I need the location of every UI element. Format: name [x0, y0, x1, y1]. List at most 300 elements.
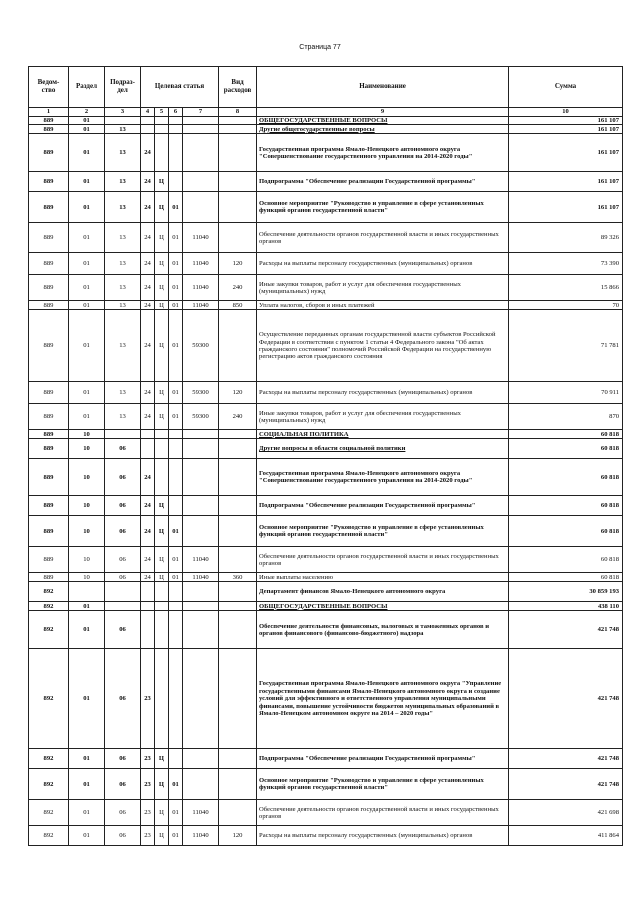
dept-code: 889	[29, 117, 69, 125]
event-code: 01	[169, 547, 183, 573]
subsection-code: 13	[105, 172, 141, 192]
subsection-code	[105, 430, 141, 439]
subsection-code	[105, 582, 141, 602]
event-code	[169, 439, 183, 459]
table-row	[29, 573, 623, 582]
direction-code	[183, 430, 219, 439]
subsection-code: 13	[105, 253, 141, 275]
item-name: Подпрограмма "Обеспечение реализации Государственной программы"	[257, 496, 509, 516]
section-code: 10	[69, 573, 105, 582]
program-code	[141, 582, 155, 602]
item-sum: 421 748	[509, 611, 623, 649]
subsection-code: 06	[105, 459, 141, 496]
section-code: 10	[69, 516, 105, 547]
subprogram-code: Ц	[155, 192, 169, 223]
program-code: 24	[141, 275, 155, 301]
dept-code: 889	[29, 275, 69, 301]
subsection-code: 06	[105, 573, 141, 582]
program-code: 23	[141, 749, 155, 769]
direction-code: 11040	[183, 800, 219, 826]
item-sum: 30 859 193	[509, 582, 623, 602]
event-code: 01	[169, 310, 183, 382]
program-code	[141, 430, 155, 439]
table-row	[29, 125, 623, 134]
item-sum: 60 818	[509, 496, 623, 516]
subprogram-code: Ц	[155, 547, 169, 573]
item-sum: 161 107	[509, 192, 623, 223]
item-name: Государственная программа Ямало-Ненецкого автономного округа "Управление государственными финансами Ямало-Ненецкого автономного округа и создание условий для эффективного и ответственного управления муниципальными финансами, повышение устойчивости бюджетов муниципальных образований в Ямало-Ненецком автономном округе на 2014 – 2020 годы"	[257, 649, 509, 749]
expense-type-code	[219, 547, 257, 573]
direction-code: 59300	[183, 382, 219, 404]
section-code: 10	[69, 496, 105, 516]
direction-code	[183, 516, 219, 547]
subsection-code: 06	[105, 439, 141, 459]
item-name: Иные выплаты населению	[257, 573, 509, 582]
subsection-code: 06	[105, 547, 141, 573]
item-sum: 411 864	[509, 826, 623, 846]
direction-code	[183, 749, 219, 769]
section-code: 10	[69, 430, 105, 439]
item-name: СОЦИАЛЬНАЯ ПОЛИТИКА	[257, 430, 509, 439]
subprogram-code: Ц	[155, 275, 169, 301]
column-number: 6	[169, 108, 183, 117]
item-sum: 421 748	[509, 749, 623, 769]
event-code: 01	[169, 223, 183, 253]
subsection-code: 06	[105, 649, 141, 749]
section-code: 01	[69, 404, 105, 430]
table-row	[29, 253, 623, 275]
item-sum: 73 390	[509, 253, 623, 275]
section-code: 01	[69, 192, 105, 223]
item-sum: 60 818	[509, 439, 623, 459]
item-name: Государственная программа Ямало-Ненецкого автономного округа "Совершенствование государственного управления на 2014-2020 годы"	[257, 134, 509, 172]
expense-type-code	[219, 769, 257, 800]
subprogram-code: Ц	[155, 826, 169, 846]
table-row	[29, 547, 623, 573]
section-code	[69, 582, 105, 602]
program-code: 23	[141, 649, 155, 749]
column-number: 2	[69, 108, 105, 117]
event-code	[169, 459, 183, 496]
header-target: Целевая статья	[141, 67, 219, 108]
item-sum: 161 107	[509, 172, 623, 192]
section-code: 01	[69, 301, 105, 310]
column-number: 1	[29, 108, 69, 117]
event-code	[169, 602, 183, 611]
expense-type-code	[219, 125, 257, 134]
event-code: 01	[169, 275, 183, 301]
table-row	[29, 459, 623, 496]
subprogram-code	[155, 134, 169, 172]
expense-type-code	[219, 496, 257, 516]
program-code: 24	[141, 172, 155, 192]
event-code: 01	[169, 404, 183, 430]
subsection-code: 06	[105, 749, 141, 769]
subprogram-code: Ц	[155, 382, 169, 404]
direction-code	[183, 649, 219, 749]
event-code	[169, 125, 183, 134]
dept-code: 892	[29, 649, 69, 749]
program-code: 24	[141, 496, 155, 516]
program-code: 24	[141, 516, 155, 547]
column-number: 10	[509, 108, 623, 117]
program-code	[141, 439, 155, 459]
section-code: 01	[69, 125, 105, 134]
subsection-code: 06	[105, 800, 141, 826]
subsection-code: 13	[105, 192, 141, 223]
subprogram-code: Ц	[155, 516, 169, 547]
table-row	[29, 749, 623, 769]
table-row	[29, 134, 623, 172]
direction-code	[183, 134, 219, 172]
event-code: 01	[169, 192, 183, 223]
section-code: 01	[69, 826, 105, 846]
section-code: 01	[69, 223, 105, 253]
program-code: 24	[141, 382, 155, 404]
table-row	[29, 310, 623, 382]
direction-code	[183, 769, 219, 800]
event-code: 01	[169, 800, 183, 826]
subsection-code: 13	[105, 275, 141, 301]
dept-code: 889	[29, 301, 69, 310]
item-sum: 60 818	[509, 459, 623, 496]
table-row	[29, 769, 623, 800]
item-sum: 421 698	[509, 800, 623, 826]
table-body	[29, 117, 623, 846]
expense-type-code	[219, 459, 257, 496]
dept-code: 889	[29, 496, 69, 516]
direction-code: 11040	[183, 573, 219, 582]
subprogram-code	[155, 117, 169, 125]
header-expense-type: Вид расходов	[219, 67, 257, 108]
section-code: 01	[69, 769, 105, 800]
subprogram-code: Ц	[155, 769, 169, 800]
expense-type-code	[219, 117, 257, 125]
header-subsection: Подраз-дел	[105, 67, 141, 108]
table-row	[29, 404, 623, 430]
subsection-code: 06	[105, 826, 141, 846]
program-code	[141, 611, 155, 649]
subsection-code: 13	[105, 301, 141, 310]
column-number: 4	[141, 108, 155, 117]
section-code: 01	[69, 382, 105, 404]
subsection-code: 06	[105, 611, 141, 649]
direction-code: 11040	[183, 826, 219, 846]
table-row	[29, 382, 623, 404]
dept-code: 892	[29, 582, 69, 602]
item-name: ОБЩЕГОСУДАРСТВЕННЫЕ ВОПРОСЫ	[257, 602, 509, 611]
item-name: Основное мероприятие "Руководство и управление в сфере установленных функций органов государственной власти"	[257, 192, 509, 223]
item-name: Обеспечение деятельности органов государственной власти и иных государственных органов	[257, 547, 509, 573]
expense-type-code	[219, 516, 257, 547]
item-sum: 70	[509, 301, 623, 310]
program-code	[141, 125, 155, 134]
item-name: Расходы на выплаты персоналу государственных (муниципальных) органов	[257, 253, 509, 275]
section-code: 01	[69, 117, 105, 125]
item-name: Расходы на выплаты персоналу государственных (муниципальных) органов	[257, 826, 509, 846]
item-sum: 70 911	[509, 382, 623, 404]
dept-code: 889	[29, 172, 69, 192]
subprogram-code: Ц	[155, 496, 169, 516]
expense-type-code	[219, 611, 257, 649]
event-code: 01	[169, 301, 183, 310]
expense-type-code: 120	[219, 826, 257, 846]
direction-code: 11040	[183, 275, 219, 301]
expense-type-code: 240	[219, 404, 257, 430]
expense-type-code	[219, 192, 257, 223]
expense-type-code	[219, 749, 257, 769]
subprogram-code	[155, 125, 169, 134]
program-code	[141, 117, 155, 125]
section-code: 01	[69, 172, 105, 192]
event-code	[169, 582, 183, 602]
program-code: 23	[141, 826, 155, 846]
direction-code	[183, 611, 219, 649]
dept-code: 889	[29, 125, 69, 134]
expense-type-code	[219, 223, 257, 253]
expense-type-code	[219, 134, 257, 172]
header-dept: Ведом-ство	[29, 67, 69, 108]
direction-code: 11040	[183, 253, 219, 275]
dept-code: 889	[29, 310, 69, 382]
subprogram-code	[155, 602, 169, 611]
table-header-row	[29, 67, 623, 108]
subsection-code: 06	[105, 496, 141, 516]
program-code: 24	[141, 223, 155, 253]
direction-code: 59300	[183, 310, 219, 382]
section-code: 01	[69, 611, 105, 649]
table-row	[29, 172, 623, 192]
item-sum: 421 748	[509, 769, 623, 800]
direction-code	[183, 582, 219, 602]
event-code	[169, 430, 183, 439]
item-sum: 438 110	[509, 602, 623, 611]
column-number: 3	[105, 108, 141, 117]
event-code: 01	[169, 573, 183, 582]
column-number-row	[29, 108, 623, 117]
subsection-code: 13	[105, 382, 141, 404]
section-code: 10	[69, 459, 105, 496]
dept-code: 889	[29, 404, 69, 430]
section-code: 01	[69, 749, 105, 769]
item-name: Подпрограмма "Обеспечение реализации Государственной программы"	[257, 749, 509, 769]
table-row	[29, 800, 623, 826]
subprogram-code: Ц	[155, 404, 169, 430]
dept-code: 889	[29, 459, 69, 496]
expense-type-code: 120	[219, 382, 257, 404]
subprogram-code: Ц	[155, 310, 169, 382]
item-name: Основное мероприятие "Руководство и управление в сфере установленных функций органов государственной власти"	[257, 516, 509, 547]
section-code: 01	[69, 134, 105, 172]
event-code	[169, 117, 183, 125]
item-sum: 15 866	[509, 275, 623, 301]
item-sum: 421 748	[509, 649, 623, 749]
subsection-code: 13	[105, 223, 141, 253]
table-row	[29, 430, 623, 439]
table-row	[29, 275, 623, 301]
subprogram-code: Ц	[155, 749, 169, 769]
direction-code: 11040	[183, 223, 219, 253]
item-name: Основное мероприятие "Руководство и управление в сфере установленных функций органов государственной власти"	[257, 769, 509, 800]
subprogram-code: Ц	[155, 172, 169, 192]
dept-code: 892	[29, 769, 69, 800]
direction-code	[183, 602, 219, 611]
item-sum: 161 107	[509, 117, 623, 125]
item-name: Департамент финансов Ямало-Ненецкого автономного округа	[257, 582, 509, 602]
program-code: 24	[141, 459, 155, 496]
dept-code: 889	[29, 192, 69, 223]
dept-code: 889	[29, 430, 69, 439]
program-code: 24	[141, 404, 155, 430]
section-code: 10	[69, 439, 105, 459]
item-name: ОБЩЕГОСУДАРСТВЕННЫЕ ВОПРОСЫ	[257, 117, 509, 125]
subprogram-code	[155, 611, 169, 649]
item-sum: 60 818	[509, 430, 623, 439]
program-code: 23	[141, 769, 155, 800]
section-code: 01	[69, 800, 105, 826]
event-code	[169, 134, 183, 172]
table-row	[29, 192, 623, 223]
program-code: 24	[141, 573, 155, 582]
subprogram-code: Ц	[155, 573, 169, 582]
dept-code: 892	[29, 749, 69, 769]
subsection-code: 06	[105, 516, 141, 547]
direction-code: 11040	[183, 301, 219, 310]
item-name: Подпрограмма "Обеспечение реализации Государственной программы"	[257, 172, 509, 192]
header-section: Раздел	[69, 67, 105, 108]
expense-type-code: 360	[219, 573, 257, 582]
direction-code	[183, 192, 219, 223]
subprogram-code	[155, 430, 169, 439]
header-name: Наименование	[257, 67, 509, 108]
expense-type-code: 850	[219, 301, 257, 310]
event-code	[169, 749, 183, 769]
item-sum: 60 818	[509, 573, 623, 582]
program-code: 24	[141, 310, 155, 382]
event-code: 01	[169, 769, 183, 800]
section-code: 01	[69, 275, 105, 301]
event-code	[169, 611, 183, 649]
dept-code: 892	[29, 800, 69, 826]
subprogram-code: Ц	[155, 301, 169, 310]
subsection-code: 13	[105, 125, 141, 134]
program-code	[141, 602, 155, 611]
expense-type-code	[219, 310, 257, 382]
event-code: 01	[169, 516, 183, 547]
expense-type-code	[219, 602, 257, 611]
subprogram-code	[155, 439, 169, 459]
expense-type-code: 240	[219, 275, 257, 301]
direction-code	[183, 117, 219, 125]
program-code: 24	[141, 134, 155, 172]
subsection-code	[105, 602, 141, 611]
subprogram-code: Ц	[155, 253, 169, 275]
item-name: Иные закупки товаров, работ и услуг для обеспечения государственных (муниципальных) нужд	[257, 275, 509, 301]
table-row	[29, 516, 623, 547]
item-sum: 60 818	[509, 547, 623, 573]
subsection-code: 13	[105, 310, 141, 382]
subsection-code: 06	[105, 769, 141, 800]
event-code: 01	[169, 253, 183, 275]
event-code	[169, 649, 183, 749]
table-row	[29, 826, 623, 846]
item-name: Иные закупки товаров, работ и услуг для обеспечения государственных (муниципальных) нужд	[257, 404, 509, 430]
section-code: 01	[69, 602, 105, 611]
table-row	[29, 649, 623, 749]
subprogram-code: Ц	[155, 223, 169, 253]
table-row	[29, 439, 623, 459]
dept-code: 889	[29, 134, 69, 172]
column-number: 7	[183, 108, 219, 117]
program-code: 24	[141, 547, 155, 573]
table-row	[29, 496, 623, 516]
table-row	[29, 117, 623, 125]
section-code: 01	[69, 253, 105, 275]
item-sum: 161 107	[509, 134, 623, 172]
subsection-code: 13	[105, 134, 141, 172]
dept-code: 892	[29, 826, 69, 846]
dept-code: 892	[29, 602, 69, 611]
dept-code: 889	[29, 547, 69, 573]
section-code: 10	[69, 547, 105, 573]
direction-code	[183, 459, 219, 496]
header-sum: Сумма	[509, 67, 623, 108]
dept-code: 892	[29, 611, 69, 649]
table-row	[29, 223, 623, 253]
item-sum: 161 107	[509, 125, 623, 134]
event-code	[169, 496, 183, 516]
item-sum: 89 326	[509, 223, 623, 253]
expense-type-code	[219, 172, 257, 192]
item-sum: 71 781	[509, 310, 623, 382]
column-number: 9	[257, 108, 509, 117]
event-code: 01	[169, 826, 183, 846]
table-row	[29, 301, 623, 310]
section-code: 01	[69, 310, 105, 382]
expense-type-code	[219, 649, 257, 749]
item-name: Другие общегосударственные вопросы	[257, 125, 509, 134]
expense-type-code: 120	[219, 253, 257, 275]
program-code: 24	[141, 253, 155, 275]
page-number-label: Страница 77	[299, 44, 341, 51]
dept-code: 889	[29, 382, 69, 404]
item-name: Другие вопросы в области социальной политики	[257, 439, 509, 459]
subsection-code	[105, 117, 141, 125]
direction-code	[183, 125, 219, 134]
item-name: Уплата налогов, сборов и иных платежей	[257, 301, 509, 310]
item-name: Расходы на выплаты персоналу государственных (муниципальных) органов	[257, 382, 509, 404]
subprogram-code	[155, 582, 169, 602]
table-row	[29, 602, 623, 611]
subprogram-code: Ц	[155, 800, 169, 826]
subprogram-code	[155, 649, 169, 749]
column-number: 5	[155, 108, 169, 117]
expense-type-code	[219, 430, 257, 439]
item-sum: 60 818	[509, 516, 623, 547]
program-code: 24	[141, 192, 155, 223]
table-row	[29, 582, 623, 602]
dept-code: 889	[29, 253, 69, 275]
program-code: 23	[141, 800, 155, 826]
direction-code: 59300	[183, 404, 219, 430]
direction-code	[183, 439, 219, 459]
item-name: Осуществление переданных органам государственной власти субъектов Российской Федерации в соответствии с пунктом 1 статьи 4 Федерального закона "Об актах гражданского состояния" полномочий Российской Федерации на государственную регистрацию актов гражданского состояния	[257, 310, 509, 382]
item-sum: 870	[509, 404, 623, 430]
event-code: 01	[169, 382, 183, 404]
subsection-code: 13	[105, 404, 141, 430]
dept-code: 889	[29, 439, 69, 459]
item-name: Обеспечение деятельности органов государственной власти и иных государственных органов	[257, 223, 509, 253]
